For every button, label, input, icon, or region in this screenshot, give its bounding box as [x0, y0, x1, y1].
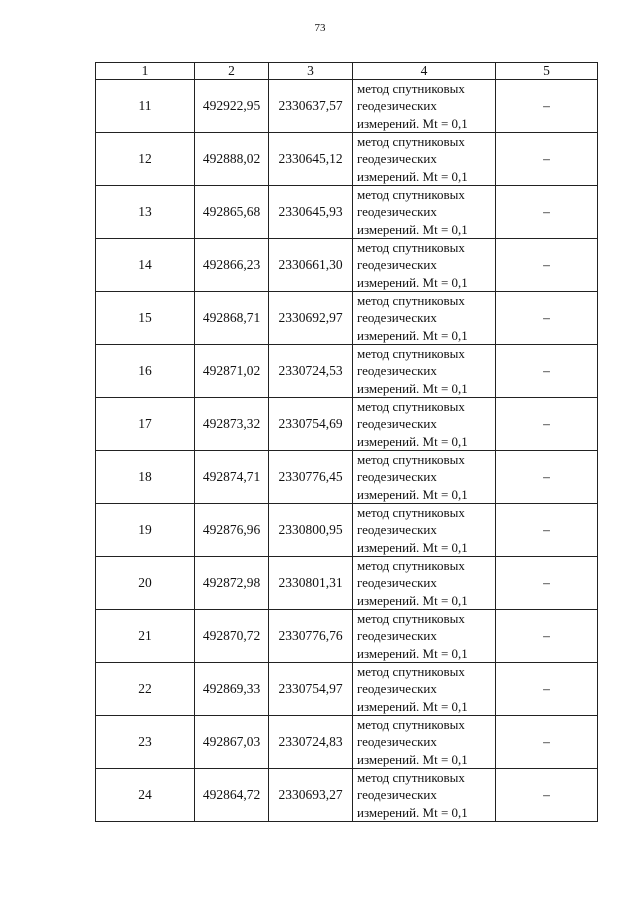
point-number-cell: 12 [96, 133, 195, 186]
method-cell: метод спутниковых геодезических измерений. Mt = 0,1 [353, 663, 496, 716]
y-coordinate-cell: 2330724,53 [269, 345, 353, 398]
point-number-cell: 18 [96, 451, 195, 504]
note-cell: – [496, 769, 598, 822]
table-row [96, 451, 598, 504]
point-number-cell: 13 [96, 186, 195, 239]
point-number-cell: 20 [96, 557, 195, 610]
point-number-cell: 23 [96, 716, 195, 769]
x-coordinate-cell: 492922,95 [195, 80, 269, 133]
table-row [96, 504, 598, 557]
table-row [96, 557, 598, 610]
table-row [96, 398, 598, 451]
note-cell: – [496, 292, 598, 345]
header-col-3: 3 [269, 63, 353, 80]
x-coordinate-cell: 492876,96 [195, 504, 269, 557]
note-cell: – [496, 451, 598, 504]
y-coordinate-cell: 2330776,76 [269, 610, 353, 663]
table-row [96, 80, 598, 133]
header-row [96, 63, 598, 80]
x-coordinate-cell: 492870,72 [195, 610, 269, 663]
method-cell: метод спутниковых геодезических измерений. Mt = 0,1 [353, 610, 496, 663]
x-coordinate-cell: 492888,02 [195, 133, 269, 186]
table-row [96, 239, 598, 292]
y-coordinate-cell: 2330800,95 [269, 504, 353, 557]
x-coordinate-cell: 492873,32 [195, 398, 269, 451]
table-row [96, 345, 598, 398]
note-cell: – [496, 186, 598, 239]
x-coordinate-cell: 492871,02 [195, 345, 269, 398]
x-coordinate-cell: 492867,03 [195, 716, 269, 769]
x-coordinate-cell: 492865,68 [195, 186, 269, 239]
table-row [96, 292, 598, 345]
note-cell: – [496, 345, 598, 398]
method-cell: метод спутниковых геодезических измерений. Mt = 0,1 [353, 186, 496, 239]
table-row [96, 133, 598, 186]
table-row [96, 186, 598, 239]
y-coordinate-cell: 2330776,45 [269, 451, 353, 504]
note-cell: – [496, 398, 598, 451]
y-coordinate-cell: 2330661,30 [269, 239, 353, 292]
y-coordinate-cell: 2330754,69 [269, 398, 353, 451]
y-coordinate-cell: 2330637,57 [269, 80, 353, 133]
note-cell: – [496, 239, 598, 292]
header-col-1: 1 [96, 63, 195, 80]
point-number-cell: 17 [96, 398, 195, 451]
point-number-cell: 22 [96, 663, 195, 716]
x-coordinate-cell: 492872,98 [195, 557, 269, 610]
method-cell: метод спутниковых геодезических измерений. Mt = 0,1 [353, 451, 496, 504]
method-cell: метод спутниковых геодезических измерений. Mt = 0,1 [353, 292, 496, 345]
y-coordinate-cell: 2330645,93 [269, 186, 353, 239]
note-cell: – [496, 504, 598, 557]
point-number-cell: 14 [96, 239, 195, 292]
x-coordinate-cell: 492866,23 [195, 239, 269, 292]
point-number-cell: 16 [96, 345, 195, 398]
note-cell: – [496, 610, 598, 663]
y-coordinate-cell: 2330724,83 [269, 716, 353, 769]
y-coordinate-cell: 2330801,31 [269, 557, 353, 610]
page-number: 73 [314, 22, 326, 34]
method-cell: метод спутниковых геодезических измерений. Mt = 0,1 [353, 504, 496, 557]
method-cell: метод спутниковых геодезических измерений. Mt = 0,1 [353, 239, 496, 292]
coordinates-table [95, 62, 598, 822]
method-cell: метод спутниковых геодезических измерений. Mt = 0,1 [353, 557, 496, 610]
point-number-cell: 19 [96, 504, 195, 557]
point-number-cell: 21 [96, 610, 195, 663]
table-row [96, 716, 598, 769]
table-row [96, 610, 598, 663]
table-row [96, 663, 598, 716]
x-coordinate-cell: 492864,72 [195, 769, 269, 822]
y-coordinate-cell: 2330645,12 [269, 133, 353, 186]
x-coordinate-cell: 492869,33 [195, 663, 269, 716]
method-cell: метод спутниковых геодезических измерений. Mt = 0,1 [353, 345, 496, 398]
y-coordinate-cell: 2330754,97 [269, 663, 353, 716]
table-body [96, 80, 598, 822]
note-cell: – [496, 133, 598, 186]
table-row [96, 769, 598, 822]
method-cell: метод спутниковых геодезических измерений. Mt = 0,1 [353, 80, 496, 133]
header-col-2: 2 [195, 63, 269, 80]
note-cell: – [496, 663, 598, 716]
note-cell: – [496, 557, 598, 610]
header-col-4: 4 [353, 63, 496, 80]
point-number-cell: 15 [96, 292, 195, 345]
method-cell: метод спутниковых геодезических измерений. Mt = 0,1 [353, 133, 496, 186]
x-coordinate-cell: 492868,71 [195, 292, 269, 345]
point-number-cell: 11 [96, 80, 195, 133]
note-cell: – [496, 716, 598, 769]
method-cell: метод спутниковых геодезических измерений. Mt = 0,1 [353, 769, 496, 822]
y-coordinate-cell: 2330693,27 [269, 769, 353, 822]
y-coordinate-cell: 2330692,97 [269, 292, 353, 345]
note-cell: – [496, 80, 598, 133]
method-cell: метод спутниковых геодезических измерений. Mt = 0,1 [353, 716, 496, 769]
table-header [96, 63, 598, 80]
header-col-5: 5 [496, 63, 598, 80]
x-coordinate-cell: 492874,71 [195, 451, 269, 504]
method-cell: метод спутниковых геодезических измерений. Mt = 0,1 [353, 398, 496, 451]
point-number-cell: 24 [96, 769, 195, 822]
